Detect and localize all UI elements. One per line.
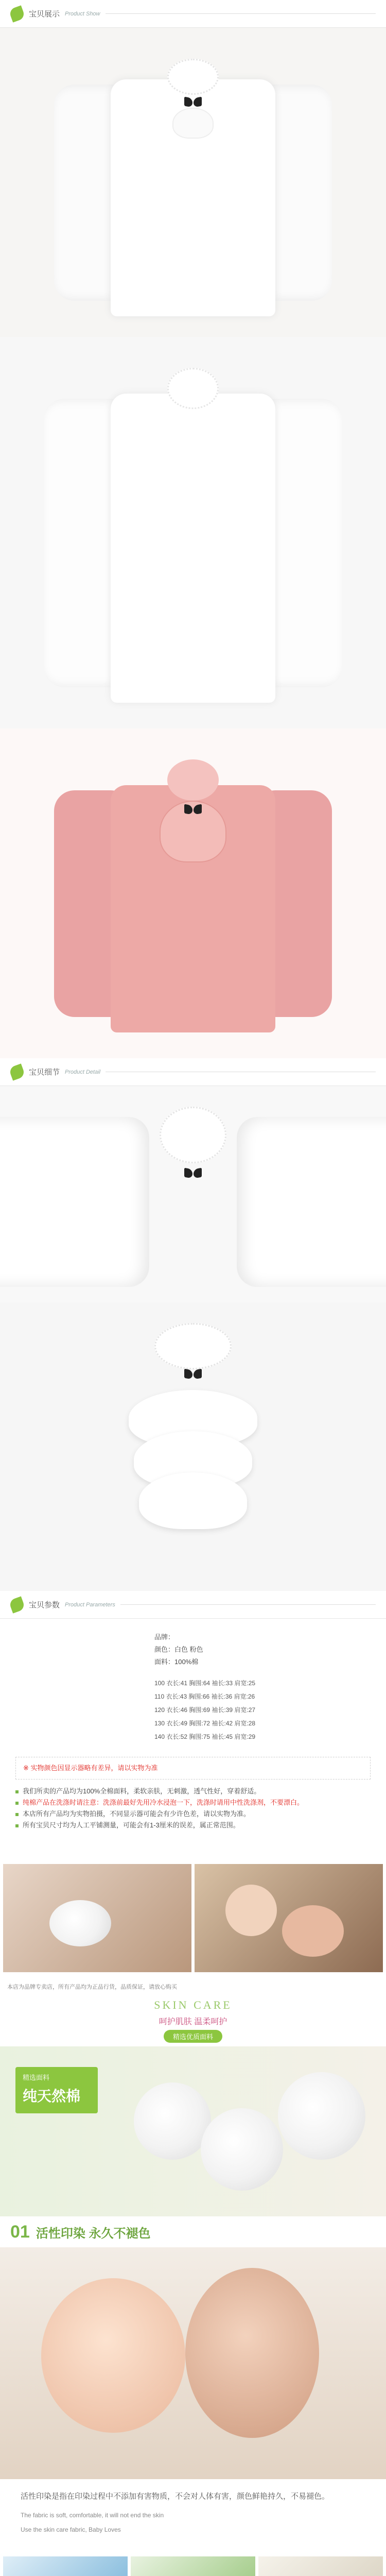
leaf-photo (131, 2556, 255, 2576)
white-shirt-image (49, 48, 337, 327)
parameter-block (0, 1619, 386, 1748)
skin-care-zh: 呵护肌肤 温柔呵护 (159, 2018, 227, 2026)
notice-footer: 本店为品牌专卖店，所有产品均为正品行货，品质保证，请放心购买 (0, 1979, 386, 1995)
section-title: 宝贝参数 (29, 1601, 60, 1609)
product-photo-white-bow (0, 28, 386, 337)
notice-block (0, 1748, 386, 1861)
divider (120, 1604, 376, 1605)
notice-item: 纯棉产品在洗涤时请注意：洗涤前最好先用冷水浸泡一下，洗涤时请用中性洗涤剂，不要漂白。 (15, 1797, 371, 1808)
hands-photo (3, 1864, 191, 1972)
section-01-desc: 活性印染是指在印染过程中不添加有害物质，不会对人体有害，颜色鲜艳持久，不易褪色。 (21, 2492, 330, 2501)
cotton-label-box (15, 2067, 98, 2113)
notice-list (15, 1786, 371, 1831)
section-subtitle: Product Parameters (65, 1601, 115, 1608)
cotton-photo (258, 2556, 383, 2576)
notice-item: 我们所卖的产品均为100%全棉面料，柔软亲肤，无刺激，透气性好，穿着舒适。 (15, 1786, 371, 1797)
water-photo (3, 2556, 128, 2576)
notice-item: 本店所有产品均为实物拍摄，不同显示器可能会有少许色差，请以实物为准。 (15, 1808, 371, 1820)
section-01-header (0, 2216, 386, 2247)
section-subtitle: Product Show (65, 10, 100, 17)
section-01-en1: The fabric is soft, comfortable, it will not end the skin (21, 2512, 164, 2519)
cotton-small-label: 精选面料 (23, 2074, 50, 2081)
param-line: 颜色：白色 粉色 (154, 1646, 203, 1653)
leaf-icon (8, 5, 25, 22)
size-table (154, 1676, 365, 1743)
skin-care-tag: 精选优质面料 (164, 2030, 222, 2043)
size-row: 130 衣长:49 胸围:72 袖长:42 肩宽:28 (154, 1720, 256, 1727)
divider (106, 13, 376, 14)
photo-grid-hands (0, 1861, 386, 1979)
white-shirt-plain-image (44, 358, 342, 713)
leaf-icon (8, 1596, 25, 1613)
color-warning: ※ 实物颜色因显示器略有差异，请以实物为准 (15, 1757, 371, 1780)
baby-photo (195, 1864, 383, 1972)
product-photo-white-plain (0, 337, 386, 728)
section-subtitle: Product Detail (65, 1069, 101, 1075)
section-title: 宝贝展示 (29, 10, 60, 19)
mother-baby-photo (0, 2247, 386, 2479)
size-row: 100 衣长:41 胸围:64 袖长:33 肩宽:25 (154, 1680, 256, 1687)
param-line: 品牌： (154, 1633, 175, 1641)
section-title: 活性印染 永久不褪色 (36, 2226, 151, 2241)
size-row: 140 衣长:52 胸围:75 袖长:45 肩宽:29 (154, 1733, 256, 1740)
section-header-detail (0, 1058, 386, 1086)
product-photo-pink (0, 728, 386, 1058)
skin-care-en: SKIN CARE (154, 1998, 232, 2011)
param-line: 面料：100%棉 (154, 1658, 199, 1666)
detail-photo-ruffle (0, 1302, 386, 1591)
feature-photo-row (0, 2556, 386, 2576)
section-header-parameters (0, 1591, 386, 1619)
section-01-text (0, 2479, 386, 2556)
section-title: 宝贝细节 (29, 1068, 60, 1077)
cotton-title: 纯天然棉 (23, 2088, 81, 2104)
pink-shirt-image (49, 749, 337, 1043)
section-number: 01 (10, 2222, 30, 2242)
detail-photo-collar (0, 1086, 386, 1302)
section-header-product-display (0, 0, 386, 28)
size-row: 110 衣长:43 胸围:66 袖长:36 肩宽:26 (154, 1693, 255, 1700)
section-01-en2: Use the skin care fabric, Baby Loves (21, 2526, 121, 2533)
leaf-icon (8, 1063, 25, 1080)
notice-item: 所有宝贝尺寸均为人工平铺测量，可能会有1-3厘米的误差，属正常范围。 (15, 1820, 371, 1831)
skin-care-banner (0, 1995, 386, 2046)
size-row: 120 衣长:46 胸围:69 袖长:39 肩宽:27 (154, 1706, 256, 1714)
natural-cotton-hero (0, 2046, 386, 2216)
